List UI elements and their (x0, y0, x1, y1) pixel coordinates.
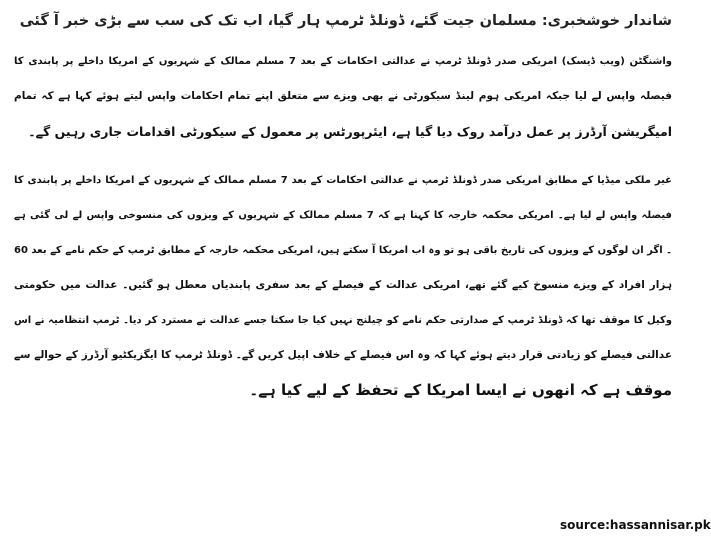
paragraph-line: غیر ملکی میڈیا کے مطابق امریکی صدر ڈونلڈ ٹرمپ نے عدالتی احکامات کے بعد 7 مسلم ممالک کے شہریوں کے امریکا داخلے پر پابندی کا (14, 175, 673, 186)
source-credit: source:hassannisar.pk (560, 518, 711, 532)
paragraph-line: فیصلہ واپس لے لیا ہے۔ امریکی محکمہ خارجہ کا کہنا ہے کہ 7 مسلم ممالک کے شہریوں کے ویزوں کی منسوخی واپس لے لی گئی ہے (14, 210, 672, 221)
paragraph-line: واشنگٹن (ویب ڈیسک) امریکی صدر ڈونلڈ ٹرمپ نے عدالتی احکامات کے بعد 7 مسلم ممالک کے شہریوں کے امریکا داخلے پر پابندی کا (14, 56, 673, 67)
paragraph-line: امیگریشن آرڈرز پر عمل درآمد روک دیا گیا ہے، ایئرپورٹس پر معمول کے سیکورٹی اقدامات جاری رہیں گے۔ (28, 124, 672, 139)
paragraph-line: عدالتی فیصلے کو زیادتی قرار دیتے ہوئے کہا کہ وہ اس فیصلے کے خلاف اپیل کریں گے۔ ڈونلڈ ٹرمپ کا ایگزیکٹیو آرڈرز کے حوالے سے (14, 349, 672, 361)
news-article (14, 6, 672, 422)
article-paragraph-1 (14, 44, 672, 149)
paragraph-line: ۔ اگر ان لوگوں کے ویزوں کی تاریخ باقی ہو تو وہ اب امریکا آ سکتے ہیں، امریکی محکمہ خارجہ کے مطابق ٹرمپ کے حکم نامے کے بعد 60 (14, 245, 672, 256)
paragraph-line: موقف ہے کہ انھوں نے ایسا امریکا کے تحفظ کے لیے کیا ہے۔ (249, 381, 672, 399)
paragraph-line: ہزار افراد کے ویزے منسوخ کیے گئے تھے، امریکی عدالت کے فیصلے کے بعد سفری پابندیاں معطل ہو گئیں۔ عدالت میں حکومتی (14, 279, 672, 291)
article-paragraph-2 (14, 163, 672, 408)
paragraph-line: وکیل کا موقف تھا کہ ڈونلڈ ٹرمپ کے صدارتی حکم نامے کو چیلنج نہیں کیا جا سکتا جسے عدالت نے مسترد کر دیا۔ ٹرمپ انتظامیہ نے اس (14, 315, 672, 326)
paragraph-line: فیصلہ واپس لے لیا جبکہ امریکی ہوم لینڈ سیکورٹی نے بھی ویزے سے متعلق اپنے تمام احکامات واپس لیتے ہوئے کہا ہے کہ تمام (14, 90, 672, 102)
article-headline: شاندار خوشخبری: مسلمان جیت گئے، ڈونلڈ ٹرمپ ہار گیا، اب تک کی سب سے بڑی خبر آ گئی (19, 13, 672, 29)
